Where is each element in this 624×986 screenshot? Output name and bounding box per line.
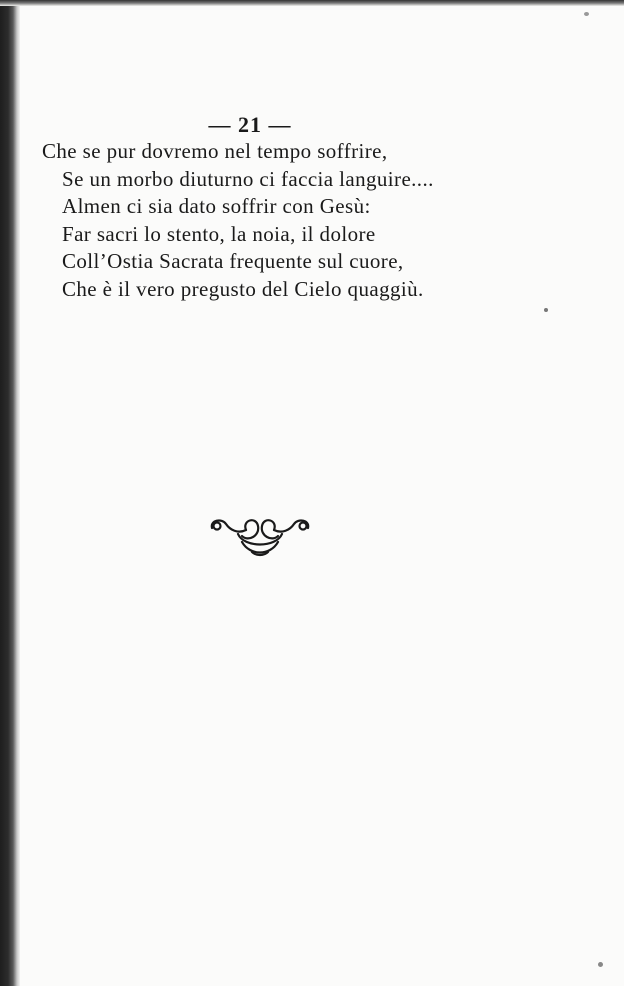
page-top-edge xyxy=(0,0,624,6)
verse-line: Che è il vero pregusto del Cielo quaggiù. xyxy=(62,276,424,301)
book-binding-edge xyxy=(0,0,20,986)
scroll-flourish-icon xyxy=(208,512,312,562)
verse-line: Se un morbo diuturno ci faccia languire.... xyxy=(62,166,434,191)
verse-line: Che se pur dovremo nel tempo soffrire, xyxy=(42,139,388,163)
verse-line: Coll’Ostia Sacrata frequente sul cuore, xyxy=(62,249,404,273)
verse-line: Far sacri lo stento, la noia, il dolore xyxy=(62,221,376,246)
paper-speck xyxy=(598,962,603,967)
page-number: — 21 — xyxy=(208,112,292,137)
paper-speck xyxy=(584,12,589,16)
verse-line: Almen ci sia dato soffrir con Gesù: xyxy=(62,194,371,218)
poem-stanza xyxy=(42,138,482,303)
paper-speck xyxy=(544,308,548,312)
